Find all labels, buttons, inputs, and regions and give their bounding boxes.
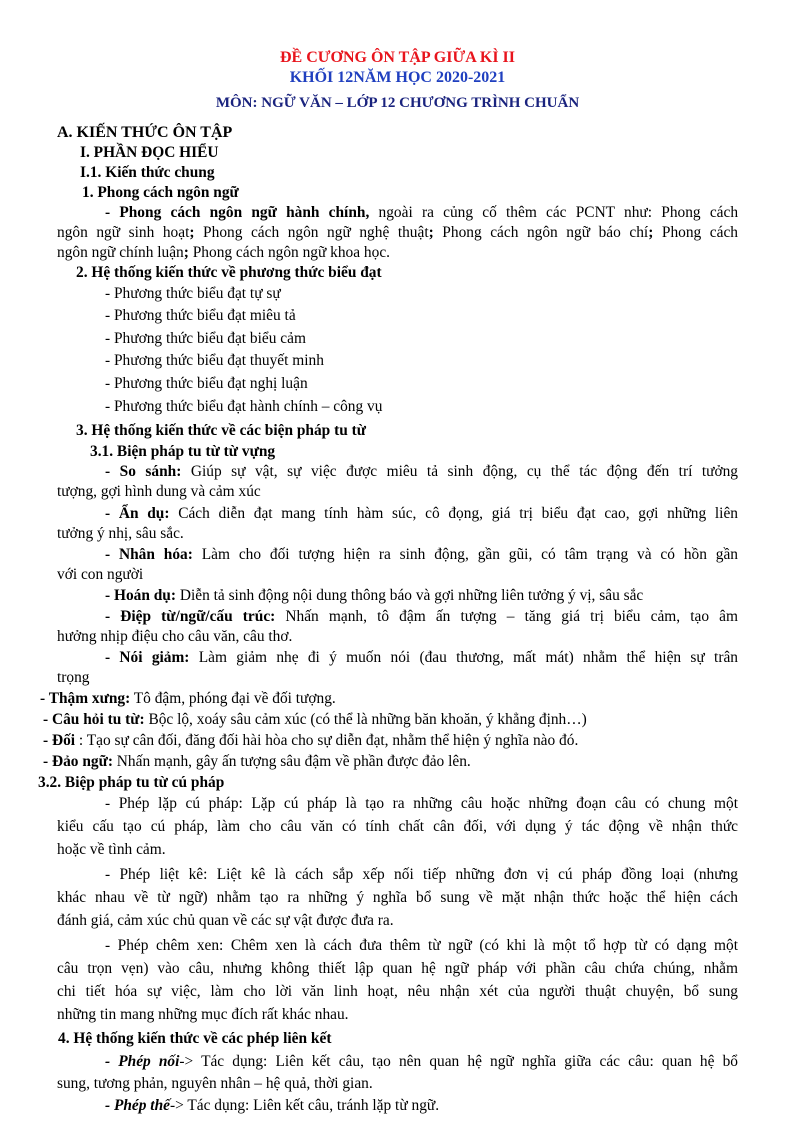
paragraph-line: - Nói giảm: Làm giảm nhẹ đi ý muốn nói (đau thương, mất mát) nhằm thể hiện sự trân [105, 649, 738, 666]
term: - Hoán dụ: [105, 587, 176, 604]
list-item: - Phương thức biểu đạt nghị luận [105, 375, 308, 392]
paragraph-line: tưởng ý nhị, sâu sắc. [57, 525, 184, 542]
term: - Điệp từ/ngữ/cấu trúc: [105, 608, 276, 625]
paragraph-line: - Phép chêm xen: Chêm xen là cách đưa thêm từ ngữ (có khi là một tổ hợp từ có dạng một [105, 937, 738, 954]
item-heading: 2. Hệ thống kiến thức về phương thức biểu đạt [76, 264, 382, 281]
term: - So sánh: [105, 463, 182, 480]
subpart-heading: I.1. Kiến thức chung [80, 164, 215, 181]
paragraph-line: sung, tương phản, nguyên nhân – hệ quả, thời gian. [57, 1075, 373, 1092]
paragraph-line: với con người [57, 566, 144, 583]
list-item: - Phương thức biểu đạt hành chính – công vụ [105, 398, 383, 415]
term: - Phong cách ngôn ngữ hành chính, [105, 204, 370, 221]
paragraph-line: những tin mang những mục đích rất khác nhau. [57, 1006, 349, 1023]
paragraph-line: đánh giá, cảm xúc chủ quan về các sự vật được đưa ra. [57, 912, 394, 929]
document-title: ĐỀ CƯƠNG ÔN TẬP GIỮA KÌ II [280, 49, 515, 66]
list-item: - Phương thức biểu đạt thuyết minh [105, 352, 324, 369]
paragraph-line: ngôn ngữ chính luận; Phong cách ngôn ngữ khoa học. [57, 244, 391, 261]
term: - Nhân hóa: [105, 546, 193, 563]
item-heading: 4. Hệ thống kiến thức về các phép liên kết [58, 1030, 332, 1047]
paragraph-line: kiểu cấu tạo cú pháp, làm cho câu văn có tính chất cân đối, với dụng ý tác động về nhận thức [57, 818, 738, 835]
paragraph-line: - Hoán dụ: Diễn tả sinh động nội dung thông báo và gợi những liên tưởng ý vị, sâu sắc [105, 587, 644, 604]
list-item: - Phương thức biểu đạt tự sự [105, 285, 281, 302]
document-subtitle: KHỐI 12NĂM HỌC 2020-2021 [289, 69, 506, 86]
paragraph-line: - Điệp từ/ngữ/cấu trúc: Nhấn mạnh, tô đậm ấn tượng – tăng giá trị biểu cảm, tạo âm [105, 608, 738, 625]
document-subject: MÔN: NGỮ VĂN – LỚP 12 CHƯƠNG TRÌNH CHUẨN [215, 95, 580, 111]
term: - Thậm xưng: [40, 690, 131, 707]
list-item: - Phương thức biểu đạt biểu cảm [105, 330, 306, 347]
item-heading: 3. Hệ thống kiến thức về các biện pháp tu từ [76, 422, 366, 439]
paragraph-line: - Phép lặp cú pháp: Lặp cú pháp là tạo ra những câu hoặc những đoạn câu có chung một [105, 795, 738, 812]
section-heading: A. KIẾN THỨC ÔN TẬP [57, 124, 233, 141]
paragraph-line: câu trọn vẹn) vào câu, nhưng không thiết lập quan hệ ngữ pháp với phần câu chứa chúng, nhằm [57, 960, 738, 977]
paragraph-line: - Phong cách ngôn ngữ hành chính, ngoài ra củng cố thêm các PCNT như: Phong cách [105, 204, 739, 221]
list-item: - Phương thức biểu đạt miêu tả [105, 307, 296, 324]
paragraph-line: hưởng nhịp điệu cho câu văn, câu thơ. [57, 628, 293, 645]
paragraph-line: ngôn ngữ sinh hoạt; Phong cách ngôn ngữ nghệ thuật; Phong cách ngôn ngữ báo chí; Phong cách [57, 224, 738, 241]
paragraph-line: - Phép nối-> Tác dụng: Liên kết câu, tạo nên quan hệ ngữ nghĩa giữa các câu: quan hệ bổ [105, 1053, 738, 1070]
part-heading: I. PHẦN ĐỌC HIỂU [80, 144, 219, 161]
paragraph-line: tượng, gợi hình dung và cảm xúc [57, 483, 261, 500]
term: - Đối [43, 732, 76, 749]
term: - Phép thế [105, 1097, 170, 1114]
term: - Nói giảm: [105, 649, 190, 666]
term: - Phép nối [105, 1053, 180, 1070]
paragraph-line: - Phép liệt kê: Liệt kê là cách sắp xếp nối tiếp những đơn vị cú pháp đồng loại (nhưng [105, 866, 738, 883]
paragraph-line: - Đảo ngữ: Nhấn mạnh, gây ấn tượng sâu đậm về phần được đảo lên. [43, 753, 471, 770]
paragraph-line: - So sánh: Giúp sự vật, sự việc được miêu tả sinh động, cụ thể tác động đến trí tưởng [105, 463, 739, 480]
paragraph-line: - Thậm xưng: Tô đậm, phóng đại về đối tượng. [40, 690, 336, 707]
subpart-heading: 3.1. Biện pháp tu từ từ vựng [90, 443, 276, 460]
paragraph-line: - Ẩn dụ: Cách diễn đạt mang tính hàm súc, cô đọng, giá trị biểu đạt cao, gợi những liên [105, 505, 738, 522]
paragraph-line: chi tiết hóa sự việc, làm cho lời văn linh hoạt, nêu nhận xét của người thuật chuyện, bổ sung [57, 983, 738, 1000]
term: - Ẩn dụ: [105, 505, 170, 522]
paragraph-line: hoặc về tình cảm. [57, 841, 166, 858]
paragraph-line: - Đối : Tạo sự cân đối, đăng đối hài hòa cho sự diễn đạt, nhằm thể hiện ý nghĩa nào đó. [43, 732, 579, 749]
term: - Đảo ngữ: [43, 753, 113, 770]
subpart-heading: 3.2. Biệp pháp tu từ cú pháp [38, 774, 225, 791]
paragraph-line: khác nhau về từ ngữ) nhằm tạo ra những ý nghĩa bổ sung về mặt nhận thức hoặc thể hiện cách [57, 889, 738, 906]
paragraph-line: - Phép thế-> Tác dụng: Liên kết câu, tránh lặp từ ngữ. [105, 1097, 440, 1114]
paragraph-line: trọng [57, 669, 90, 686]
term: - Câu hỏi tu từ: [43, 711, 145, 728]
item-heading: 1. Phong cách ngôn ngữ [82, 184, 239, 201]
paragraph-line: - Câu hỏi tu từ: Bộc lộ, xoáy sâu cảm xúc (có thể là những băn khoăn, ý khẳng định…) [43, 711, 587, 728]
paragraph-line: - Nhân hóa: Làm cho đối tượng hiện ra sinh động, gần gũi, có tâm trạng và có hồn gần [105, 546, 738, 563]
